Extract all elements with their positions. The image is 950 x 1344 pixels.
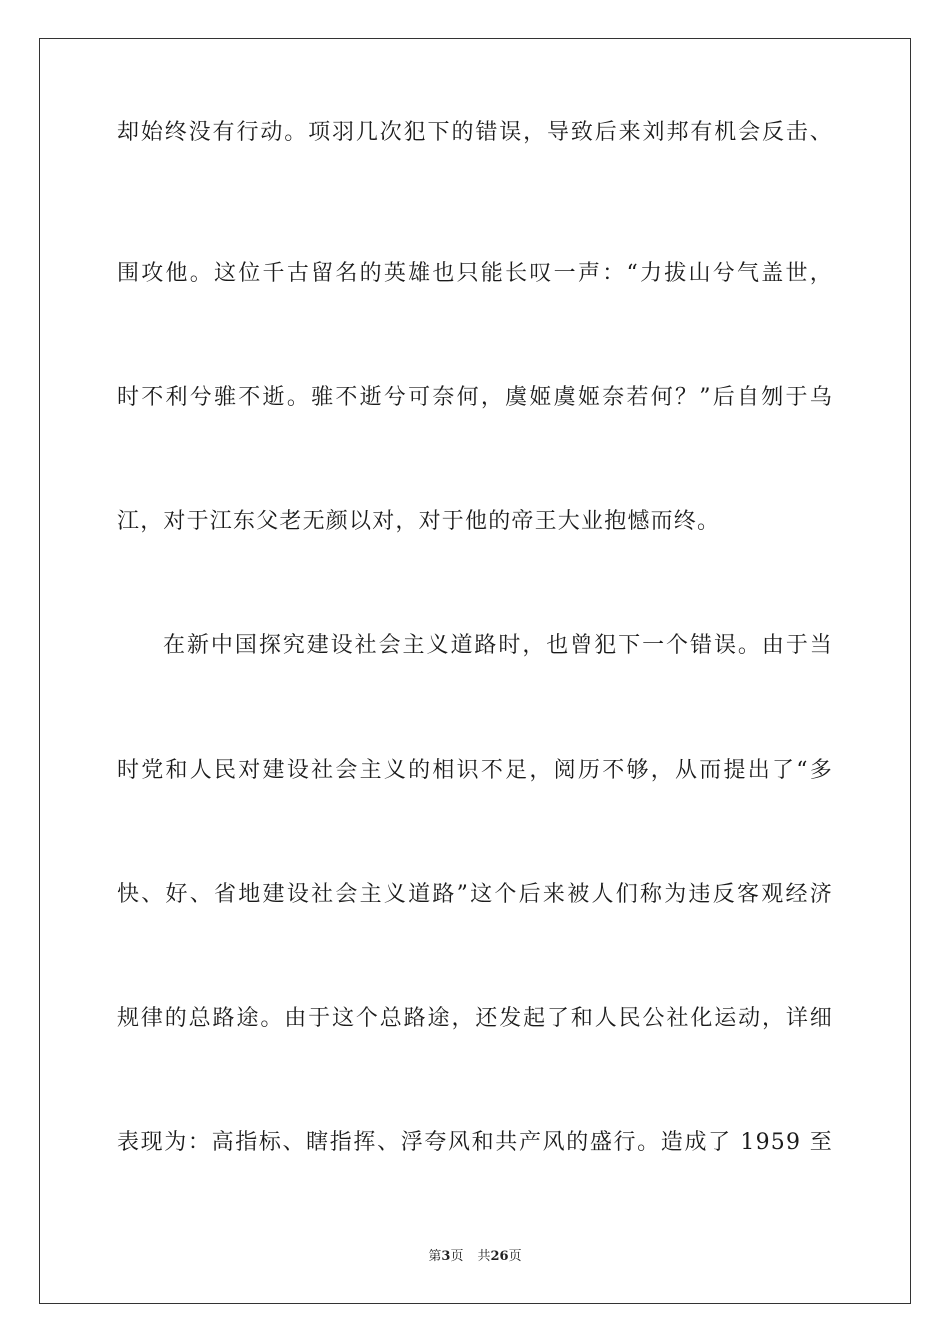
text-line: 围攻他。这位千古留名的英雄也只能长叹一声：“力拔山兮气盖世， [117, 261, 833, 286]
page-prefix: 第 [428, 1249, 442, 1264]
text-line: 却始终没有行动。项羽几次犯下的错误，导致后来刘邦有机会反击、 [117, 120, 833, 145]
total-prefix: 共 [477, 1249, 491, 1264]
page-footer [0, 1248, 950, 1266]
paragraph-first-line: 在新中国探究建设社会主义道路时，也曾犯下一个错误。由于当 [163, 633, 833, 658]
text-line: 时不利兮骓不逝。骓不逝兮可奈何，虞姬虞姬奈若何？”后自刎于乌 [117, 385, 833, 410]
text-line: 江，对于江东父老无颜以对，对于他的帝王大业抱憾而终。 [117, 509, 721, 534]
page-suffix: 页 [450, 1249, 464, 1264]
text-line: 时党和人民对建设社会主义的相识不足，阅历不够，从而提出了“多 [117, 758, 833, 783]
page-number: 3 [441, 1249, 451, 1264]
total-pages: 26 [490, 1249, 509, 1264]
text-line: 快、好、省地建设社会主义道路”这个后来被人们称为违反客观经济 [117, 882, 833, 907]
page-border [39, 38, 911, 1304]
total-suffix: 页 [508, 1249, 522, 1264]
text-line: 规律的总路途。由于这个总路途，还发起了和人民公社化运动，详细 [117, 1006, 833, 1031]
text-line: 表现为：高指标、瞎指挥、浮夸风和共产风的盛行。造成了 1959 至 [117, 1130, 833, 1155]
